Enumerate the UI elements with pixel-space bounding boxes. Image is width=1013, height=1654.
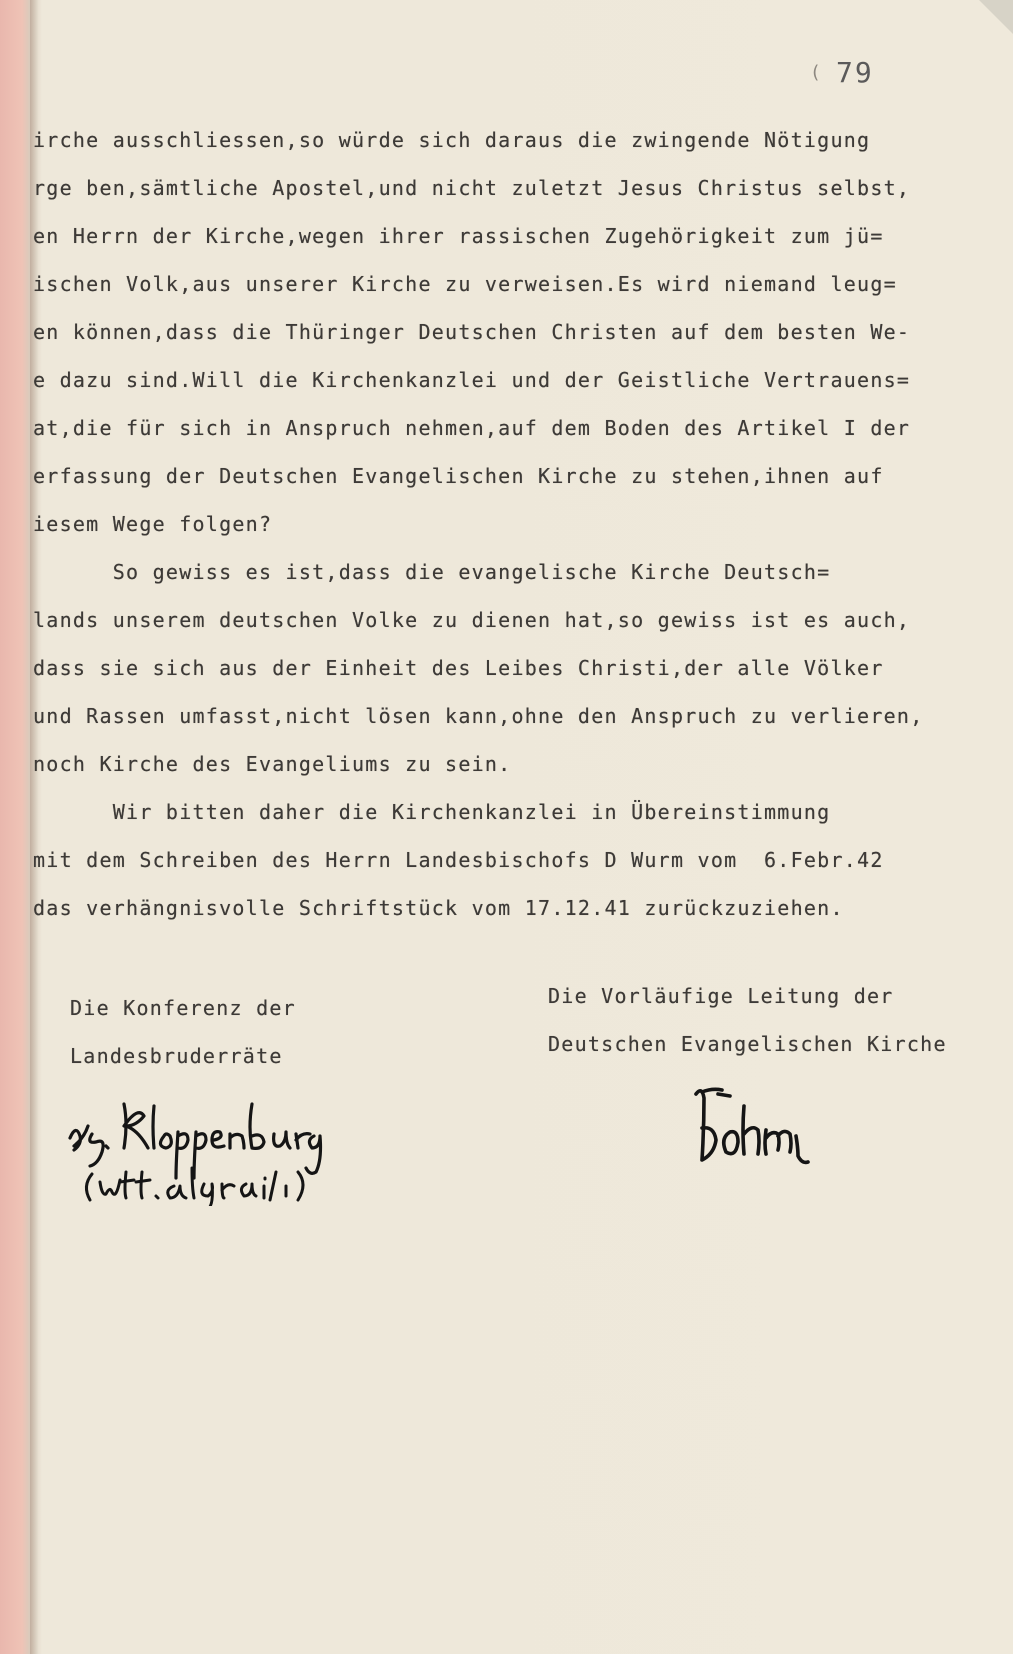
body-line: e dazu sind.Will die Kirchenkanzlei und der Geistliche Vertrauens=: [33, 368, 911, 392]
body-line: mit dem Schreiben des Herrn Landesbischofs D Wurm vom 6.Febr.42: [33, 848, 884, 872]
body-line: ischen Volk,aus unserer Kirche zu verweisen.Es wird niemand leug=: [33, 272, 897, 296]
pencil-mark: (: [810, 62, 821, 83]
folded-corner: [979, 0, 1013, 34]
body-line: iesem Wege folgen?: [33, 512, 273, 536]
body-line: irche ausschliessen,so würde sich daraus die zwingende Nötigung: [33, 128, 871, 152]
body-line: und Rassen umfasst,nicht lösen kann,ohne den Anspruch zu verlieren,: [33, 704, 924, 728]
body-line: rge ben,sämtliche Apostel,und nicht zuletzt Jesus Christus selbst,: [33, 176, 911, 200]
body-line: lands unserem deutschen Volke zu dienen hat,so gewiss ist es auch,: [33, 608, 911, 632]
signatory-left-line2: Landesbruderräte: [70, 1044, 283, 1068]
body-line: en Herrn der Kirche,wegen ihrer rassischen Zugehörigkeit zum jü=: [33, 224, 884, 248]
handwritten-signature-boehm: [688, 1086, 828, 1168]
handwritten-signature-kloppenburg: [62, 1086, 332, 1206]
body-line: en können,dass die Thüringer Deutschen Christen auf dem besten We-: [33, 320, 911, 344]
signatory-right-line1: Die Vorläufige Leitung der: [548, 984, 894, 1008]
signatory-right-line2: Deutschen Evangelischen Kirche: [548, 1032, 947, 1056]
body-line: das verhängnisvolle Schriftstück vom 17.12.41 zurückzuziehen.: [33, 896, 844, 920]
page-number: 79: [836, 56, 874, 89]
paper-fold-edge: [30, 0, 38, 1654]
body-line: Wir bitten daher die Kirchenkanzlei in Übereinstimmung: [33, 800, 831, 824]
body-line: at,die für sich in Anspruch nehmen,auf dem Boden des Artikel I der: [33, 416, 911, 440]
body-line: erfassung der Deutschen Evangelischen Kirche zu stehen,ihnen auf: [33, 464, 884, 488]
body-line: dass sie sich aus der Einheit des Leibes Christi,der alle Völker: [33, 656, 884, 680]
body-line: So gewiss es ist,dass die evangelische Kirche Deutsch=: [33, 560, 831, 584]
body-line: noch Kirche des Evangeliums zu sein.: [33, 752, 512, 776]
signatory-left-line1: Die Konferenz der: [70, 996, 296, 1020]
